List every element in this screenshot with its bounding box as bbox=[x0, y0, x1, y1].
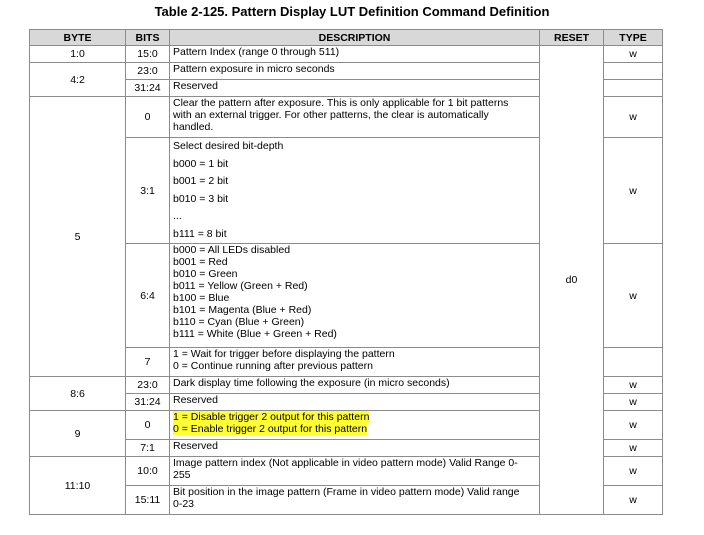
description-line: b000 = All LEDs disabled bbox=[173, 244, 291, 256]
header-reset: RESET bbox=[540, 30, 604, 46]
type-cell: w bbox=[604, 244, 663, 348]
type-cell: w bbox=[604, 97, 663, 138]
description-line: b011 = Yellow (Green + Red) bbox=[173, 280, 308, 292]
byte-cell: 4:2 bbox=[30, 63, 126, 97]
type-cell: w bbox=[604, 138, 663, 244]
description-line bbox=[173, 423, 536, 435]
bits-cell: 7 bbox=[126, 348, 170, 377]
description-cell bbox=[170, 348, 540, 377]
description-line: b010 = Green bbox=[173, 268, 238, 280]
type-cell bbox=[604, 80, 663, 97]
description-cell bbox=[170, 440, 540, 457]
type-cell: w bbox=[604, 377, 663, 394]
description-line: 0-23 bbox=[173, 498, 195, 510]
bits-cell: 10:0 bbox=[126, 457, 170, 486]
description-line: ... bbox=[173, 210, 182, 222]
bits-cell: 23:0 bbox=[126, 377, 170, 394]
description-cell bbox=[170, 138, 540, 244]
description-line: b100 = Blue bbox=[173, 292, 230, 304]
header-type: TYPE bbox=[604, 30, 663, 46]
description-line: b111 = 8 bit bbox=[173, 227, 227, 240]
type-cell: w bbox=[604, 457, 663, 486]
lut-definition-table bbox=[29, 29, 663, 515]
description-cell bbox=[170, 394, 540, 411]
description-cell bbox=[170, 80, 540, 97]
description-line: b010 = 3 bit bbox=[173, 192, 229, 205]
description-line: handled. bbox=[173, 121, 214, 133]
type-cell bbox=[604, 348, 663, 377]
byte-cell: 1:0 bbox=[30, 46, 126, 63]
bits-cell: 15:11 bbox=[126, 486, 170, 515]
byte-cell: 5 bbox=[30, 97, 126, 377]
byte-cell: 8:6 bbox=[30, 377, 126, 411]
description-line bbox=[173, 411, 536, 423]
type-cell: w bbox=[604, 411, 663, 440]
highlighted-text: 0 = Enable trigger 2 output for this pattern bbox=[173, 423, 368, 435]
header-byte: BYTE bbox=[30, 30, 126, 46]
description-cell bbox=[170, 63, 540, 80]
description-line: Image pattern index (Not applicable in video pattern mode) Valid Range 0- bbox=[173, 457, 518, 469]
type-cell bbox=[604, 63, 663, 80]
description-line: b110 = Cyan (Blue + Green) bbox=[173, 316, 305, 328]
bits-cell: 15:0 bbox=[126, 46, 170, 63]
description-line: b000 = 1 bit bbox=[173, 157, 229, 170]
description-cell bbox=[170, 486, 540, 515]
bits-cell: 0 bbox=[126, 411, 170, 440]
bits-cell: 23:0 bbox=[126, 63, 170, 80]
description-cell bbox=[170, 46, 540, 63]
description-cell bbox=[170, 97, 540, 138]
type-cell: w bbox=[604, 46, 663, 63]
description-line: b001 = Red bbox=[173, 256, 228, 268]
bits-cell: 31:24 bbox=[126, 394, 170, 411]
type-cell: w bbox=[604, 440, 663, 457]
bits-cell: 7:1 bbox=[126, 440, 170, 457]
description-line: b101 = Magenta (Blue + Red) bbox=[173, 304, 312, 316]
bits-cell: 0 bbox=[126, 97, 170, 138]
description-line: Reserved bbox=[173, 394, 218, 406]
description-line: Pattern exposure in micro seconds bbox=[173, 63, 335, 75]
bits-cell: 31:24 bbox=[126, 80, 170, 97]
byte-cell: 11:10 bbox=[30, 457, 126, 515]
description-line: b001 = 2 bit bbox=[173, 175, 229, 187]
header-description: DESCRIPTION bbox=[170, 30, 540, 46]
description-line: 255 bbox=[173, 469, 191, 481]
reset-cell: d0 bbox=[540, 46, 604, 515]
description-line: Reserved bbox=[173, 440, 218, 452]
description-line: Pattern Index (range 0 through 511) bbox=[173, 46, 340, 58]
description-line: Select desired bit-depth bbox=[173, 140, 284, 152]
type-cell: w bbox=[604, 394, 663, 411]
table-title: Table 2-125. Pattern Display LUT Definition Command Definition bbox=[154, 4, 550, 19]
description-cell bbox=[170, 377, 540, 394]
description-line: 0 = Continue running after previous pattern bbox=[173, 360, 373, 372]
description-line: b111 = White (Blue + Green + Red) bbox=[173, 328, 337, 340]
bits-cell: 6:4 bbox=[126, 244, 170, 348]
bits-cell: 3:1 bbox=[126, 138, 170, 244]
type-cell: w bbox=[604, 486, 663, 515]
description-line: Reserved bbox=[173, 80, 218, 92]
description-line: with an external trigger. For other patterns, the clear is automatically bbox=[173, 109, 489, 121]
description-line: 1 = Wait for trigger before displaying the pattern bbox=[173, 348, 395, 360]
description-cell bbox=[170, 457, 540, 486]
description-cell bbox=[170, 244, 540, 348]
header-row bbox=[30, 30, 663, 46]
description-line: Bit position in the image pattern (Frame in video pattern mode) Valid range bbox=[173, 486, 520, 498]
description-cell bbox=[170, 411, 540, 440]
highlighted-text: 1 = Disable trigger 2 output for this pattern bbox=[173, 411, 370, 423]
header-bits: BITS bbox=[126, 30, 170, 46]
byte-cell: 9 bbox=[30, 411, 126, 457]
description-line: Clear the pattern after exposure. This is only applicable for 1 bit patterns bbox=[173, 97, 509, 109]
description-line: Dark display time following the exposure (in micro seconds) bbox=[173, 377, 450, 389]
table-row bbox=[30, 46, 663, 63]
